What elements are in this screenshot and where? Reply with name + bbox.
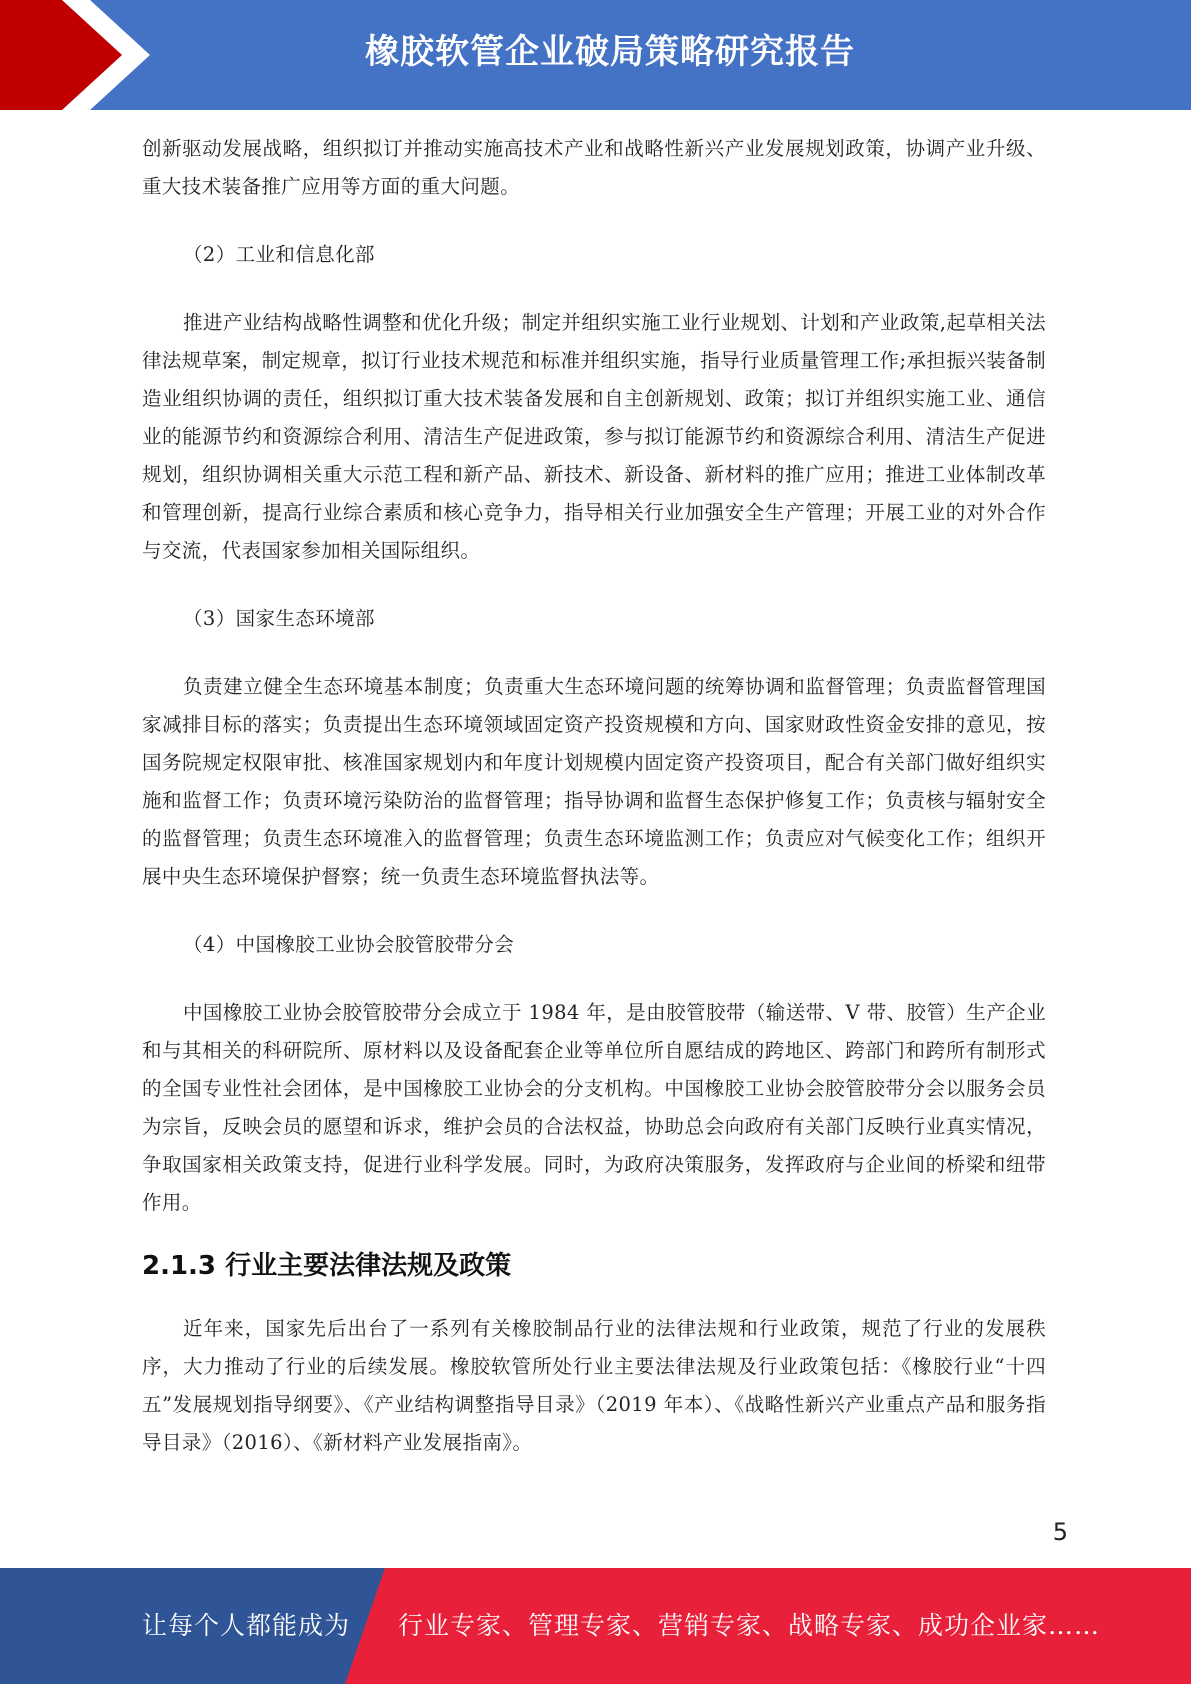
paragraph: 中国橡胶工业协会胶管胶带分会成立于 1984 年，是由胶管胶带（输送带、V 带、胶管）生产企业和与其相关的科研院所、原材料以及设备配套企业等单位所自愿结成的跨地区、跨部门和跨所有制形式的全国专业性社会团体，是中国橡胶工业协会的分支机构。中国橡胶工业协会胶管胶带分会以服务会员为宗旨，反映会员的愿望和诉求，维护会员的合法权益，协助总会向政府有关部门反映行业真实情况，争取国家相关政策支持，促进行业科学发展。同时，为政府决策服务，发挥政府与企业间的桥梁和纽带作用。 [142,1001,1046,1214]
subheading: （4）中国橡胶工业协会胶管胶带分会 [183,933,515,956]
page-footer [0,1568,1191,1684]
page-number: 5 [1052,1518,1068,1546]
subheading: （3）国家生态环境部 [183,607,375,630]
document-body [142,130,1046,1462]
footer-slogan-left: 让每个人都能成为 [142,1611,351,1640]
section-heading: 2.1.3 行业主要法律法规及政策 [142,1251,512,1281]
report-title: 橡胶软管企业破局策略研究报告 [365,32,855,72]
subheading: （2）工业和信息化部 [183,243,375,266]
paragraph: 负责建立健全生态环境基本制度；负责重大生态环境问题的统筹协调和监督管理；负责监督管理国家减排目标的落实；负责提出生态环境领域固定资产投资规模和方向、国家财政性资金安排的意见，按国务院规定权限审批、核准国家规划内和年度计划规模内固定资产投资项目，配合有关部门做好组织实施和监督工作；负责环境污染防治的监督管理；指导协调和监督生态保护修复工作；负责核与辐射安全的监督管理；负责生态环境准入的监督管理；负责生态环境监测工作；负责应对气候变化工作；组织开展中央生态环境保护督察；统一负责生态环境监督执法等。 [142,675,1046,888]
page-header [0,0,1191,110]
paragraph: 创新驱动发展战略，组织拟订并推动实施高技术产业和战略性新兴产业发展规划政策，协调产业升级、重大技术装备推广应用等方面的重大问题。 [142,137,1046,198]
footer-slogan-right: 行业专家、管理专家、营销专家、战略专家、成功企业家…… [398,1611,1101,1640]
paragraph: 推进产业结构战略性调整和优化升级；制定并组织实施工业行业规划、计划和产业政策,起草相关法律法规草案，制定规章，拟订行业技术规范和标准并组织实施，指导行业质量管理工作;承担振兴装备制造业组织协调的责任，组织拟订重大技术装备发展和自主创新规划、政策；拟订并组织实施工业、通信业的能源节约和资源综合利用、清洁生产促进政策，参与拟订能源节约和资源综合利用、清洁生产促进规划，组织协调相关重大示范工程和新产品、新技术、新设备、新材料的推广应用；推进工业体制改革和管理创新，提高行业综合素质和核心竞争力，指导相关行业加强安全生产管理；开展工业的对外合作与交流，代表国家参加相关国际组织。 [142,311,1046,562]
paragraph: 近年来，国家先后出台了一系列有关橡胶制品行业的法律法规和行业政策，规范了行业的发展秩序，大力推动了行业的后续发展。橡胶软管所处行业主要法律法规及行业政策包括：《橡胶行业“十四五”发展规划指导纲要》、《产业结构调整指导目录》（2019 年本）、《战略性新兴产业重点产品和服务指导目录》（2016）、《新材料产业发展指南》。 [142,1317,1046,1454]
